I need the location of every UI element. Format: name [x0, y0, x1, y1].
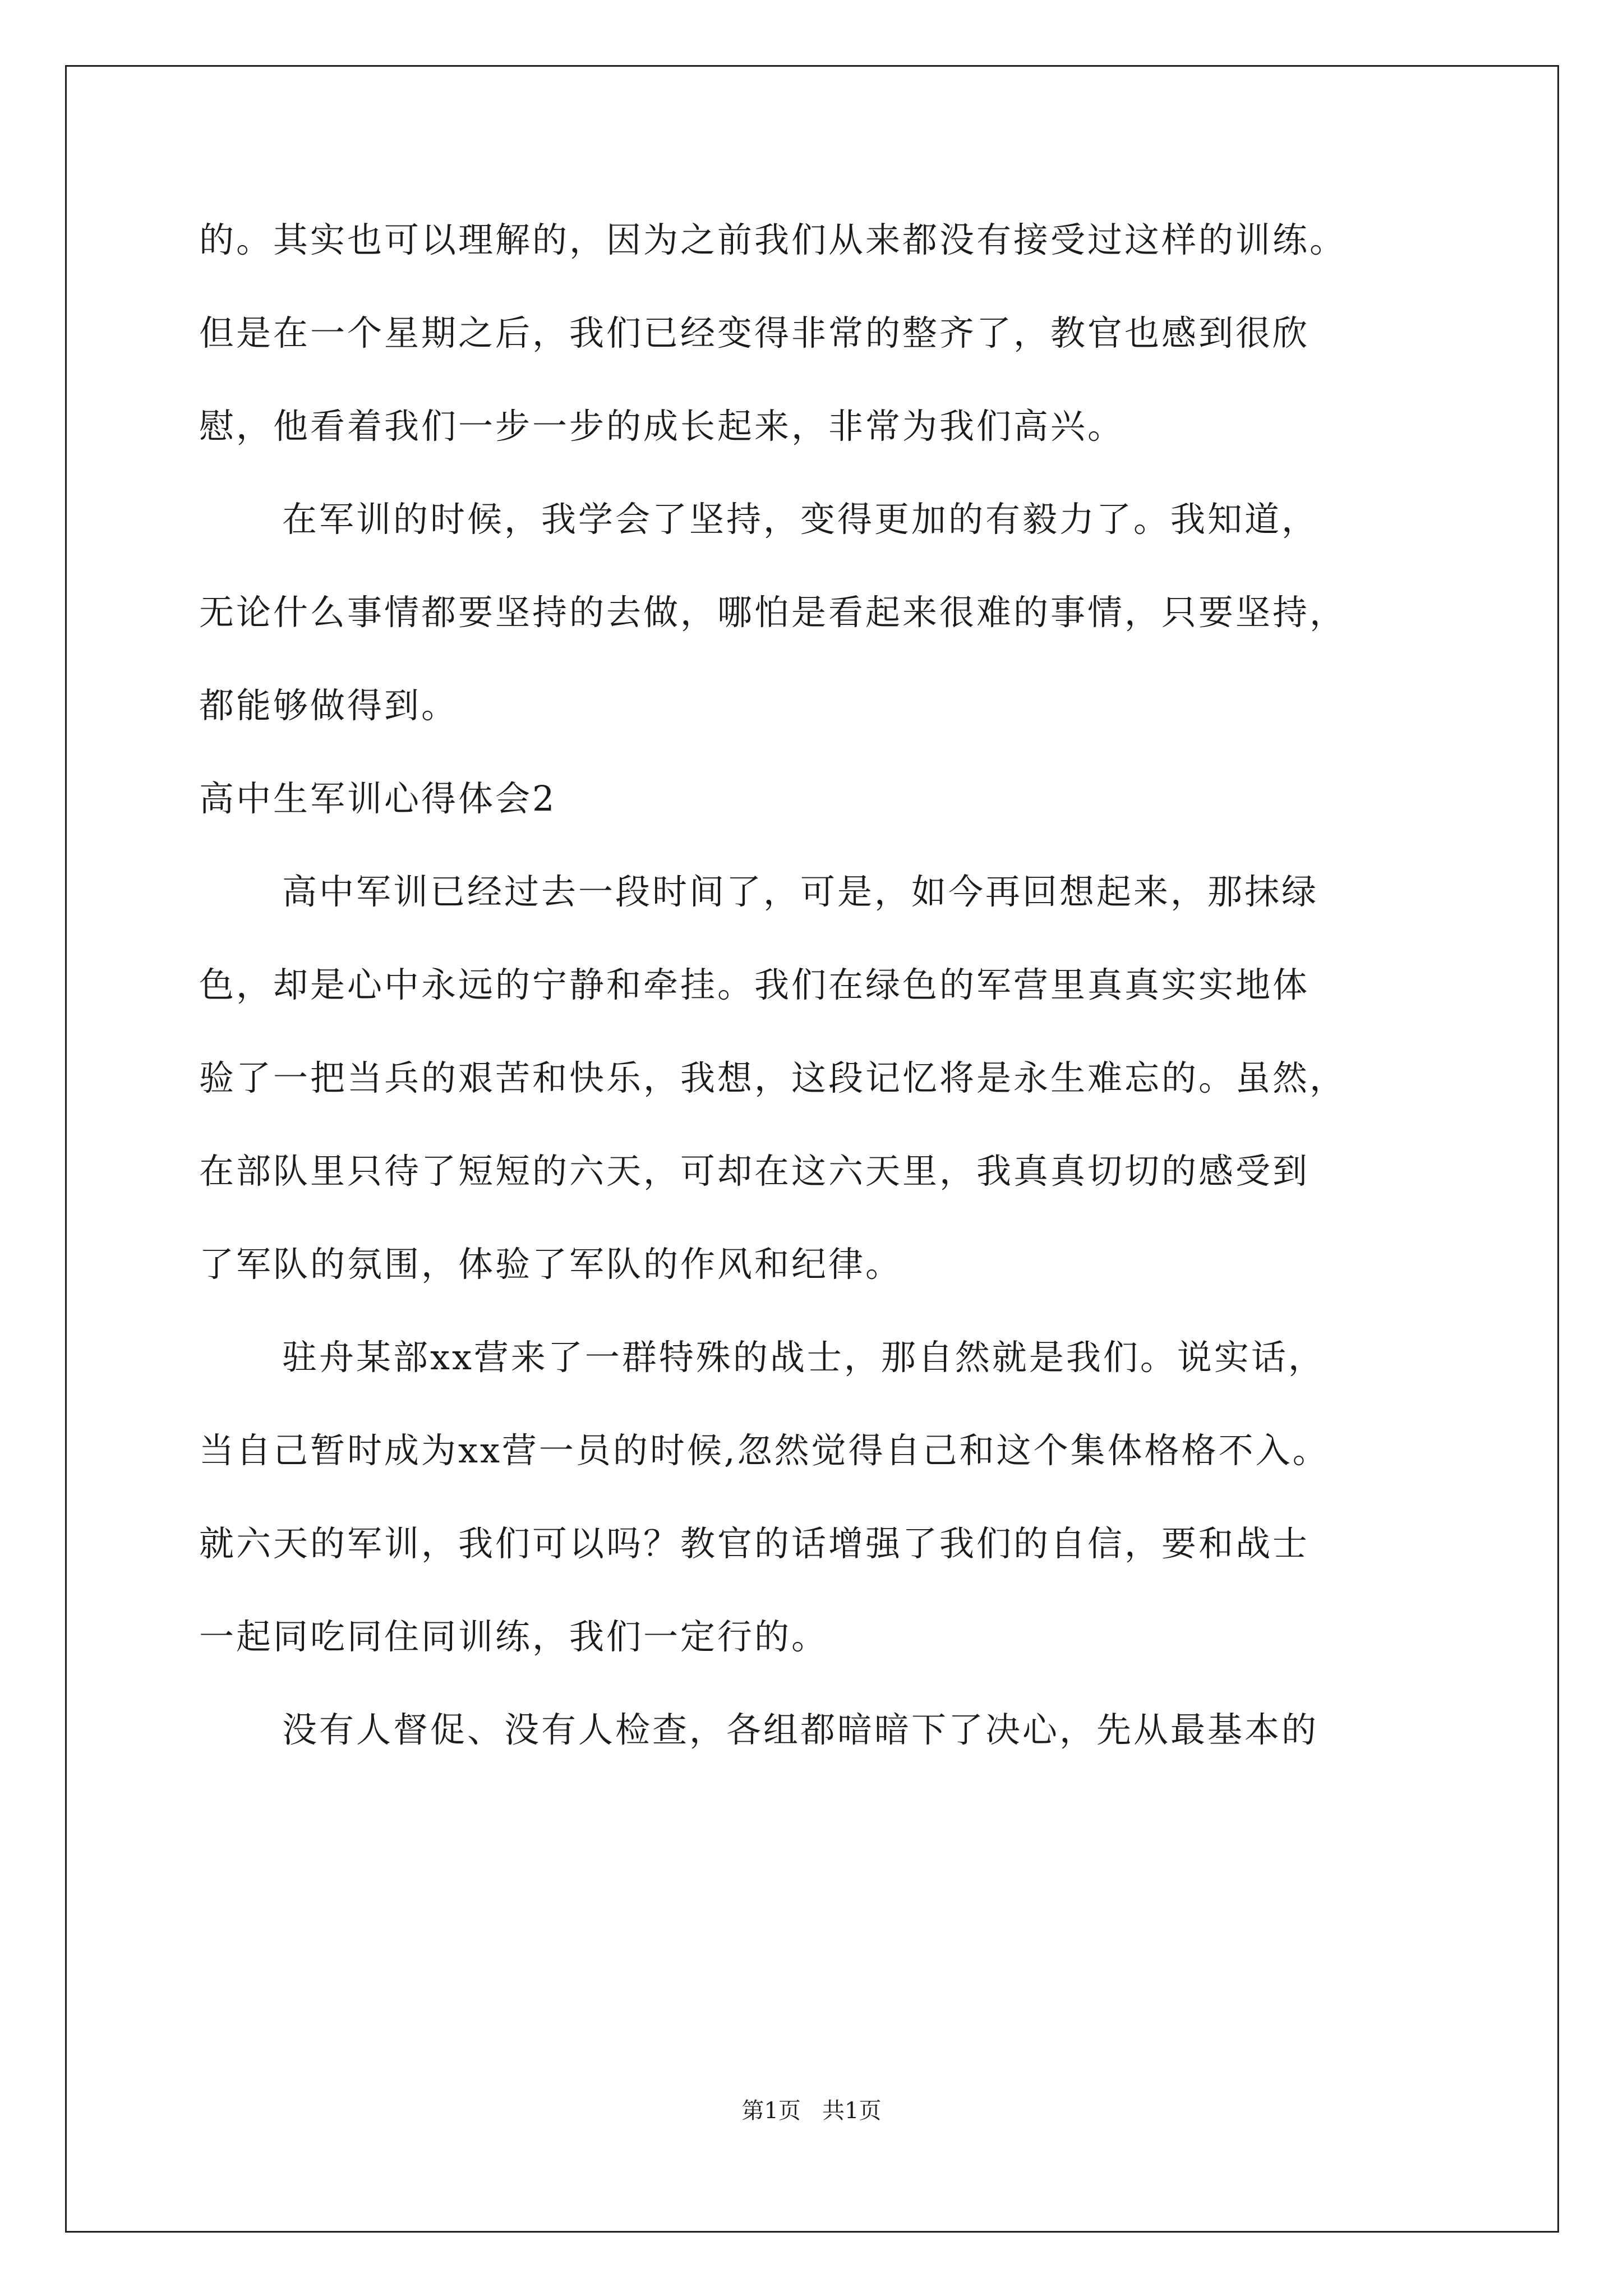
text-line: 无论什么事情都要坚持的去做，哪怕是看起来很难的事情，只要坚持，	[199, 592, 1347, 633]
paragraph-start-line: 驻舟某部xx营来了一群特殊的战士，那自然就是我们。说实话，	[282, 1337, 1325, 1378]
document-body	[199, 194, 1444, 1777]
paragraph-start-line: 高中军训已经过去一段时间了，可是，如今再回想起来，那抹绿	[282, 871, 1319, 912]
text-line: 就六天的军训，我们可以吗？教官的话增强了我们的自信，要和战士	[199, 1523, 1310, 1564]
text-line: 验了一把当兵的艰苦和快乐，我想，这段记忆将是永生难忘的。虽然，	[199, 1057, 1347, 1098]
section-heading: 高中生军训心得体会2	[199, 778, 557, 819]
text-line: 的。其实也可以理解的，因为之前我们从来都没有接受过这样的训练。	[199, 219, 1347, 260]
text-line: 色，却是心中永远的宁静和牵挂。我们在绿色的军营里真真实实地体	[199, 964, 1310, 1005]
text-line: 一起同吃同住同训练，我们一定行的。	[199, 1616, 829, 1657]
paragraph-start-line: 没有人督促、没有人检查，各组都暗暗下了决心，先从最基本的	[282, 1709, 1319, 1750]
text-line: 当自己暂时成为xx营一员的时候,忽然觉得自己和这个集体格格不入。	[199, 1430, 1330, 1471]
paragraph-start-line: 在军训的时候，我学会了坚持，变得更加的有毅力了。我知道，	[282, 499, 1319, 540]
text-line: 在部队里只待了短短的六天，可却在这六天里，我真真切切的感受到	[199, 1151, 1310, 1191]
text-line: 慰，他看着我们一步一步的成长起来，非常为我们高兴。	[199, 406, 1125, 447]
text-line: 都能够做得到。	[199, 685, 459, 726]
page-footer: 第1页 共1页	[741, 2098, 882, 2124]
text-line: 了军队的氛围，体验了军队的作风和纪律。	[199, 1244, 903, 1285]
text-line: 但是在一个星期之后，我们已经变得非常的整齐了，教官也感到很欣	[199, 312, 1310, 353]
